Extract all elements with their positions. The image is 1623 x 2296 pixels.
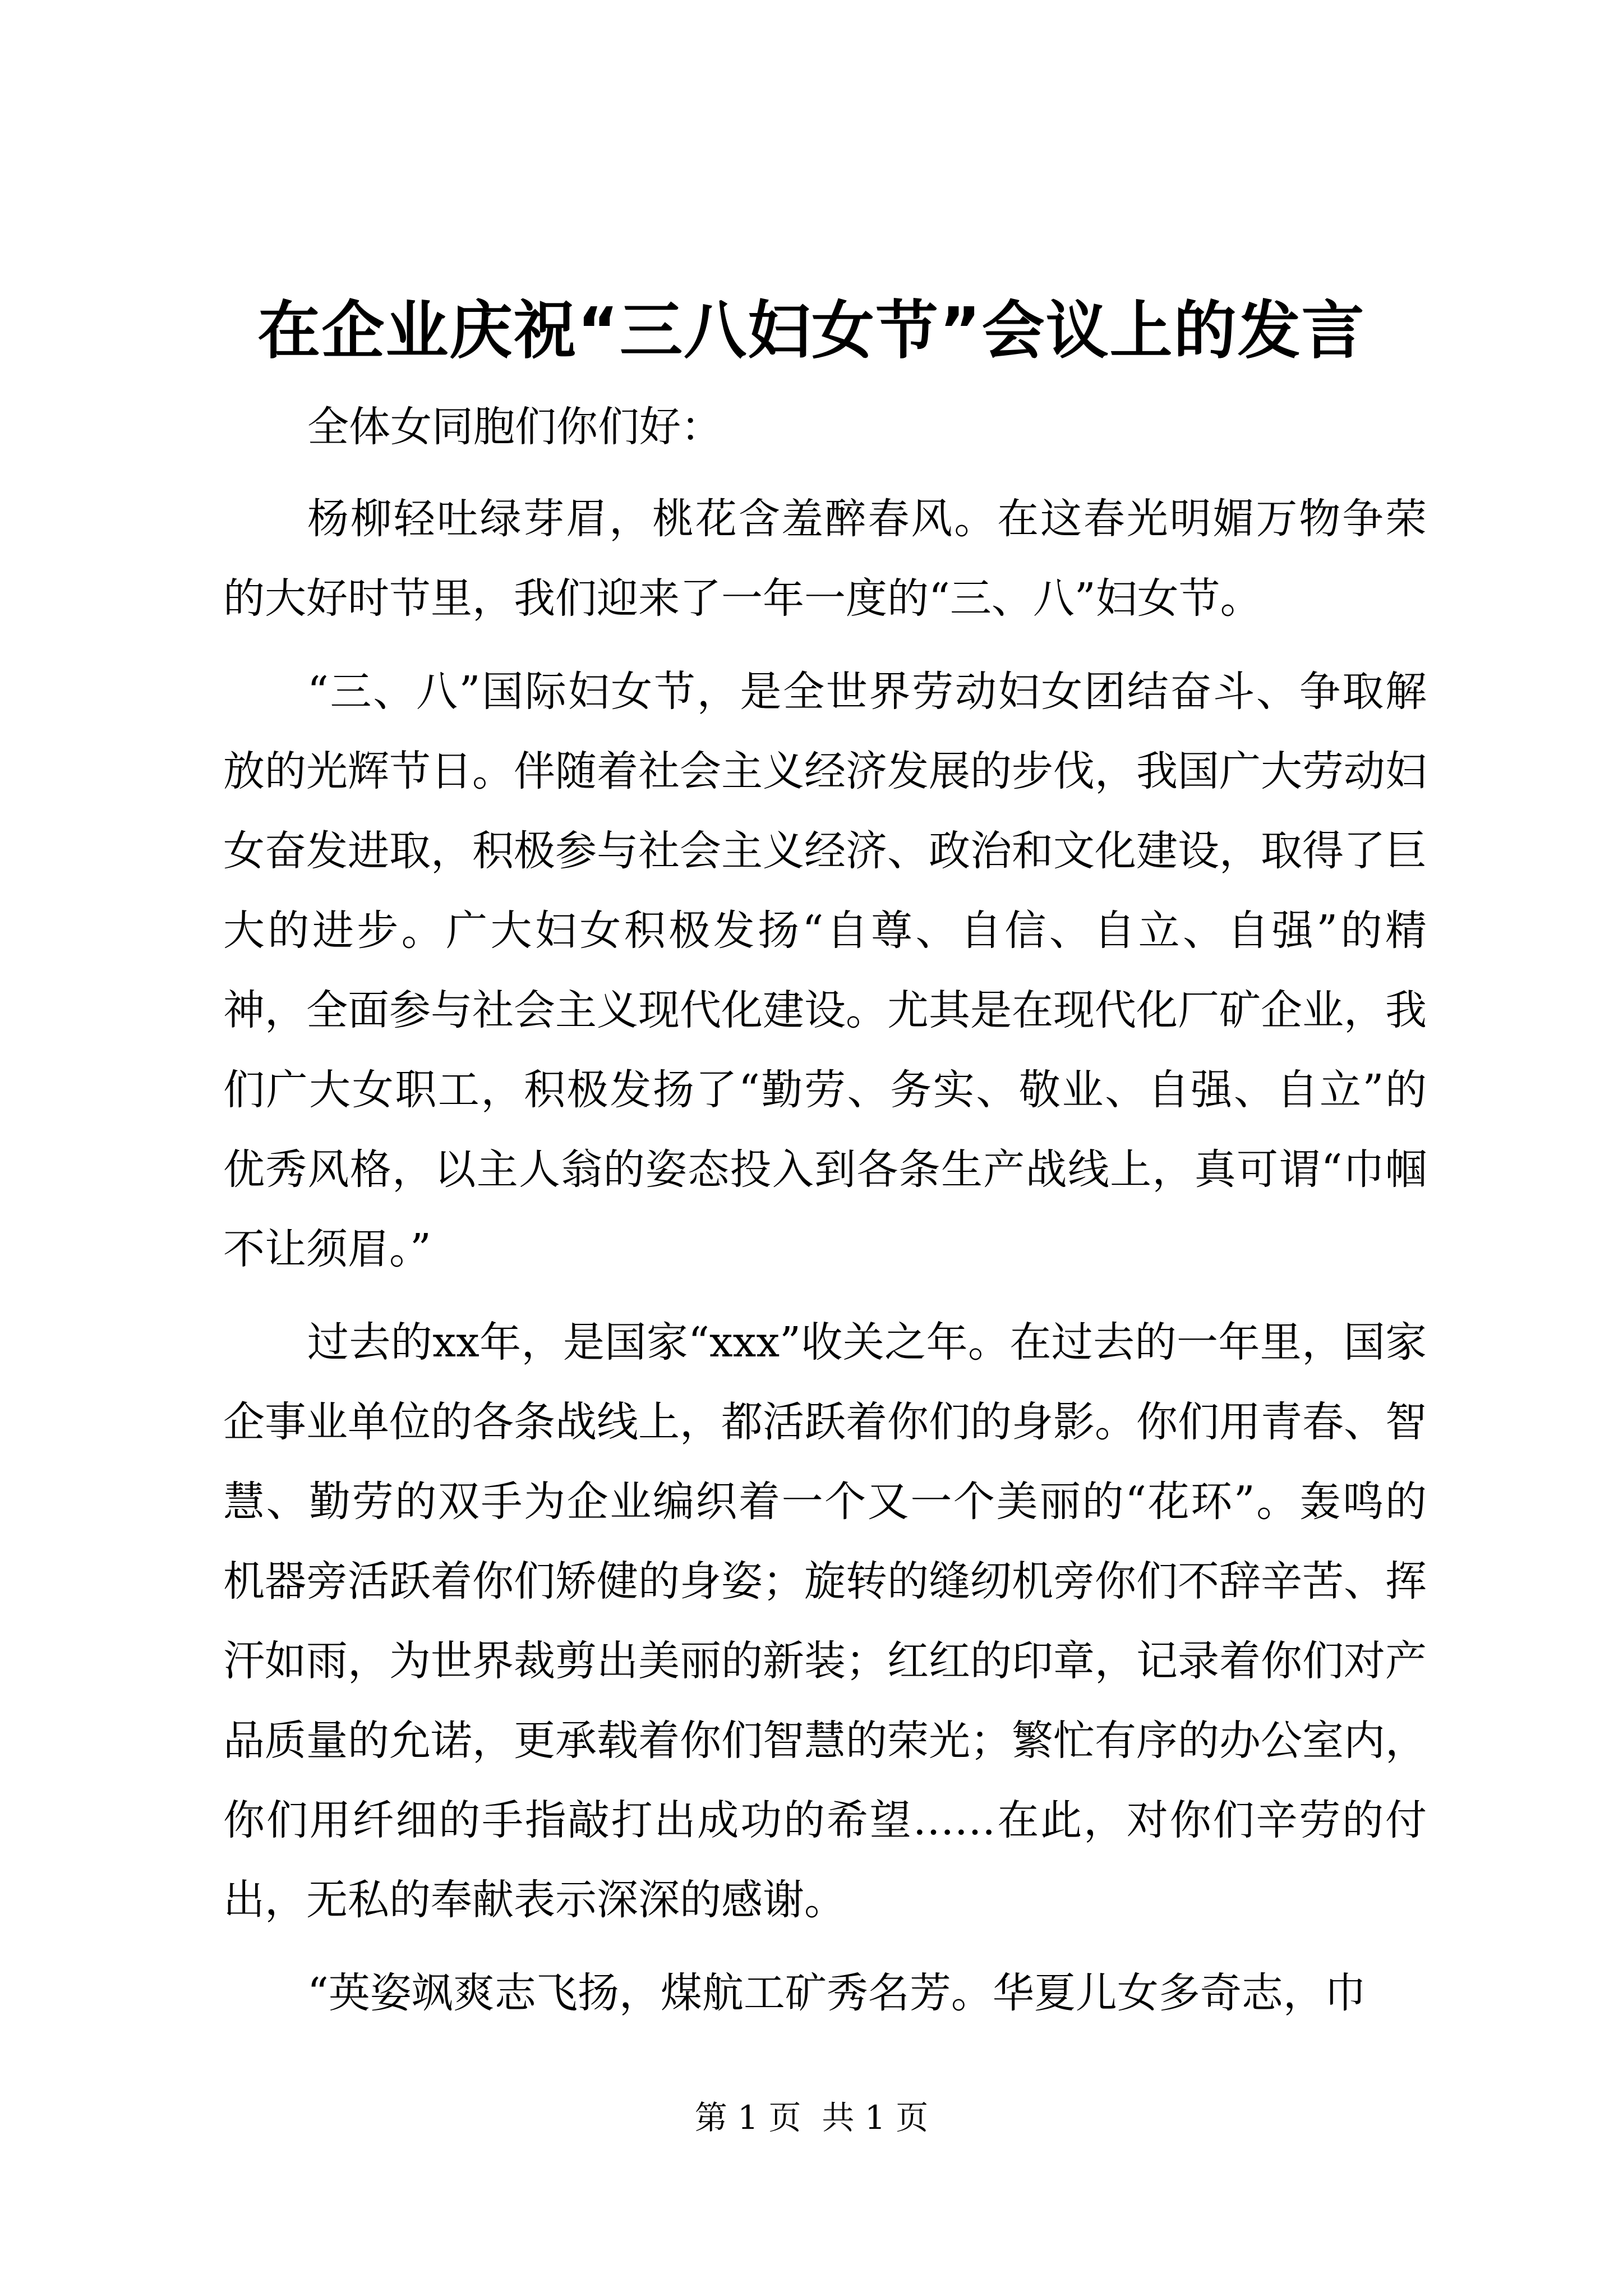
page-number-label: 第 1 页 共 1 页 bbox=[694, 2099, 929, 2137]
body-paragraph-1: 杨柳轻吐绿芽眉，桃花含羞醉春风。在这春光明媚万物争荣的大好时节里，我们迎来了一年一度的“三、八”妇女节。 bbox=[223, 495, 1427, 623]
document-body bbox=[223, 387, 1427, 2046]
document-title: 在企业庆祝“三八妇女节”会议上的发言 bbox=[257, 295, 1366, 367]
page-footer bbox=[0, 2095, 1623, 2140]
body-paragraph-4: “英姿飒爽志飞扬，煤航工矿秀名芳。华夏儿女多奇志，巾 bbox=[307, 1969, 1366, 2017]
body-paragraph-3: 过去的xx年，是国家“xxx”收关之年。在过去的一年里，国家企事业单位的各条战线上，都活跃着你们的身影。你们用青春、智慧、勤劳的双手为企业编织着一个又一个美丽的“花环”。轰鸣的机器旁活跃着你们矫健的身姿；旋转的缝纫机旁你们不辞辛苦、挥汗如雨，为世界裁剪出美丽的新装；红红的印章，记录着你们对产品质量的允诺，更承载着你们智慧的荣光；繁忙有序的办公室内，你们用纤细的手指敲打出成功的希望……在此，对你们辛劳的付出，无私的奉献表示深深的感谢。 bbox=[223, 1318, 1427, 1924]
salutation-paragraph: 全体女同胞们你们好： bbox=[307, 403, 722, 451]
body-paragraph-2: “三、八”国际妇女节，是全世界劳动妇女团结奋斗、争取解放的光辉节日。伴随着社会主义经济发展的步伐，我国广大劳动妇女奋发进取，积极参与社会主义经济、政治和文化建设，取得了巨大的进步。广大妇女积极发扬“自尊、自信、自立、自强”的精神，全面参与社会主义现代化建设。尤其是在现代化厂矿企业，我们广大女职工，积极发扬了“勤劳、务实、敬业、自强、自立”的优秀风格，以主人翁的姿态投入到各条生产战线上，真可谓“巾帼不让须眉。” bbox=[223, 668, 1427, 1273]
